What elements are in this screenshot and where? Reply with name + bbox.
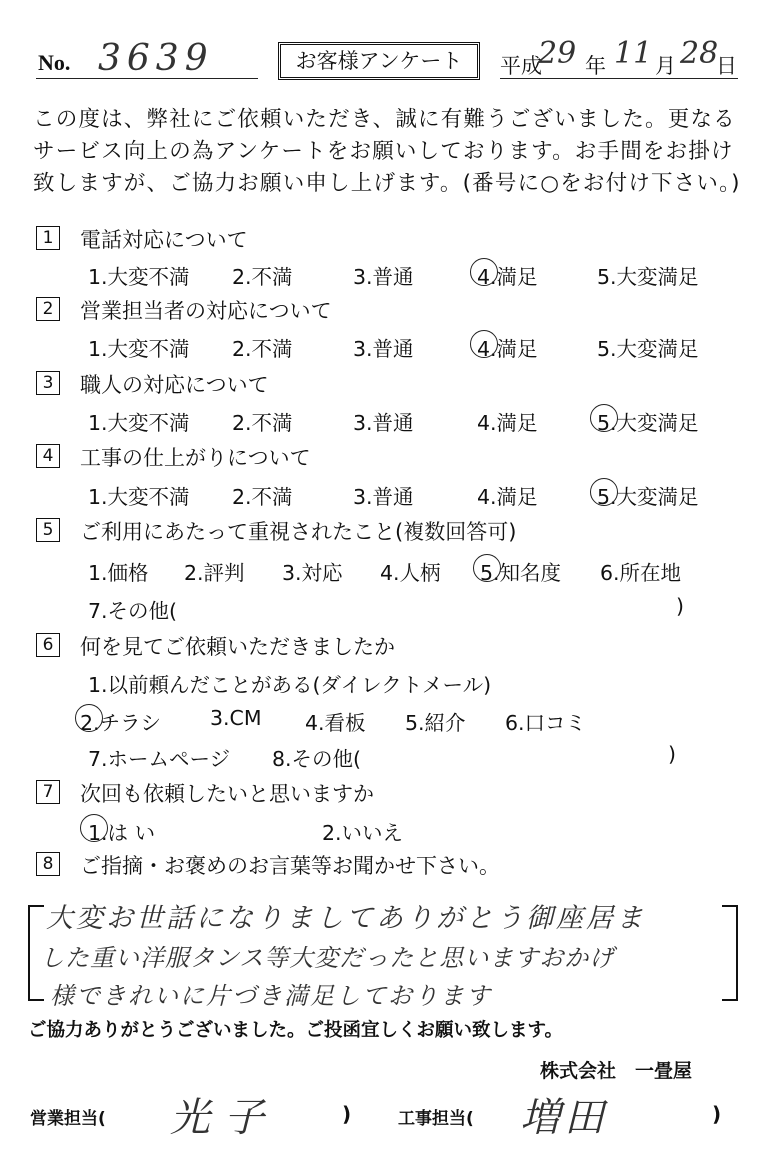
q3-option-5[interactable]: 5.大変満足 (597, 411, 699, 435)
q2-option-2[interactable]: 2.不満 (232, 337, 293, 361)
question-8-text: ご指摘・お褒めのお言葉等お聞かせ下さい。 (80, 854, 500, 878)
q2-option-1[interactable]: 1.大変不満 (88, 337, 190, 361)
q6-option-2[interactable]: 2.チラシ (80, 711, 162, 735)
q5-selection-circle (473, 554, 501, 582)
q4-option-3[interactable]: 3.普通 (353, 485, 414, 509)
intro-line-3: 致しますが、ご協力お願い申し上げます。(番号に○をお付け下さい。) (33, 171, 741, 196)
number-value: 3639 (98, 38, 214, 79)
question-7-number: 7 (36, 780, 60, 804)
work-staff-label: 工事担当( (398, 1109, 474, 1129)
q1-option-3[interactable]: 3.普通 (353, 265, 414, 289)
comment-line-3: 様できれいに片づき満足しております (50, 982, 492, 1010)
q5-option-5[interactable]: 5.知名度 (480, 561, 562, 585)
q4-option-4[interactable]: 4.満足 (477, 485, 538, 509)
date-month: 11 (614, 36, 653, 71)
date-year: 29 (538, 36, 577, 71)
q3-option-3[interactable]: 3.普通 (353, 411, 414, 435)
question-8-number: 8 (36, 852, 60, 876)
question-3-number: 3 (36, 371, 60, 395)
q1-option-2[interactable]: 2.不満 (232, 265, 293, 289)
sales-staff-name: 光子 (170, 1095, 278, 1141)
question-3-text: 職人の対応について (80, 373, 269, 397)
date-day-unit: 日 (716, 54, 737, 78)
q6-option-7[interactable]: 7.ホームページ (88, 747, 231, 771)
intro-line-2: サービス向上の為アンケートをお願いしております。お手間をお掛け (33, 139, 734, 164)
question-1-number: 1 (36, 226, 60, 250)
q4-option-1[interactable]: 1.大変不満 (88, 485, 190, 509)
q6-option-4[interactable]: 4.看板 (305, 711, 366, 735)
q7-selection-circle (80, 814, 108, 842)
q7-option-2[interactable]: 2.いいえ (322, 821, 404, 845)
question-6-text: 何を見てご依頼いただきましたか (80, 635, 395, 659)
q1-selection-circle (470, 258, 498, 286)
date-underline (500, 78, 738, 79)
date-month-unit: 月 (655, 54, 676, 78)
q5-option-4[interactable]: 4.人柄 (380, 561, 441, 585)
number-underline (36, 78, 258, 79)
date-year-unit: 年 (585, 54, 606, 78)
question-2-text: 営業担当者の対応について (80, 299, 332, 323)
q6-other-label[interactable]: 8.その他( (272, 747, 362, 771)
question-6-number: 6 (36, 633, 60, 657)
form-title: お客様アンケート (278, 42, 480, 80)
question-4-text: 工事の仕上がりについて (80, 446, 311, 470)
q6-option-1[interactable]: 1.以前頼んだことがある(ダイレクトメール) (88, 673, 492, 697)
q7-option-1[interactable]: 1.は い (88, 821, 156, 845)
sales-staff-close: ) (342, 1102, 352, 1126)
q3-option-2[interactable]: 2.不満 (232, 411, 293, 435)
work-staff-name: 増田 (520, 1095, 608, 1141)
q5-other-close: ) (676, 594, 684, 618)
number-label: No. (38, 50, 71, 75)
question-7-text: 次回も依頼したいと思いますか (80, 782, 374, 806)
work-staff-close: ) (712, 1102, 722, 1126)
question-5-number: 5 (36, 518, 60, 542)
intro-line-1: この度は、弊社にご依頼いただき、誠に有難うございました。更なる (33, 107, 736, 132)
q5-option-2[interactable]: 2.評判 (184, 561, 245, 585)
q5-option-6[interactable]: 6.所在地 (600, 561, 682, 585)
q5-other-label[interactable]: 7.その他( (88, 599, 178, 623)
q3-option-4[interactable]: 4.満足 (477, 411, 538, 435)
q6-option-6[interactable]: 6.口コミ (505, 711, 587, 735)
q4-option-2[interactable]: 2.不満 (232, 485, 293, 509)
q4-option-5[interactable]: 5.大変満足 (597, 485, 699, 509)
q6-option-5[interactable]: 5.紹介 (405, 711, 466, 735)
q2-option-3[interactable]: 3.普通 (353, 337, 414, 361)
q3-option-1[interactable]: 1.大変不満 (88, 411, 190, 435)
sales-staff-label: 営業担当( (30, 1109, 106, 1129)
q1-option-4[interactable]: 4.満足 (477, 265, 538, 289)
q2-option-4[interactable]: 4.満足 (477, 337, 538, 361)
question-1-text: 電話対応について (80, 228, 248, 252)
comment-line-1: 大変お世話になりましてありがとう御座居ま (46, 903, 646, 934)
question-2-number: 2 (36, 297, 60, 321)
q2-option-5[interactable]: 5.大変満足 (597, 337, 699, 361)
thanks-message: ご協力ありがとうございました。ご投函宜しくお願い致します。 (28, 1020, 564, 1041)
comment-line-2: した重い洋服タンス等大変だったと思いますおかげ (40, 944, 615, 972)
q1-option-5[interactable]: 5.大変満足 (597, 265, 699, 289)
comment-bracket-right (722, 905, 738, 1001)
q3-selection-circle (590, 404, 618, 432)
question-5-text: ご利用にあたって重視されたこと(複数回答可) (80, 520, 517, 544)
question-4-number: 4 (36, 444, 60, 468)
q5-option-3[interactable]: 3.対応 (282, 561, 343, 585)
q6-other-close: ) (668, 742, 676, 766)
company-name: 株式会社 一畳屋 (540, 1060, 693, 1082)
q6-option-3[interactable]: 3.CM (210, 706, 262, 730)
date-era: 平成 (500, 54, 542, 78)
date-day: 28 (680, 36, 719, 71)
q1-option-1[interactable]: 1.大変不満 (88, 265, 190, 289)
q2-selection-circle (470, 330, 498, 358)
q5-option-1[interactable]: 1.価格 (88, 561, 149, 585)
q6-selection-circle (75, 704, 103, 732)
q4-selection-circle (590, 478, 618, 506)
